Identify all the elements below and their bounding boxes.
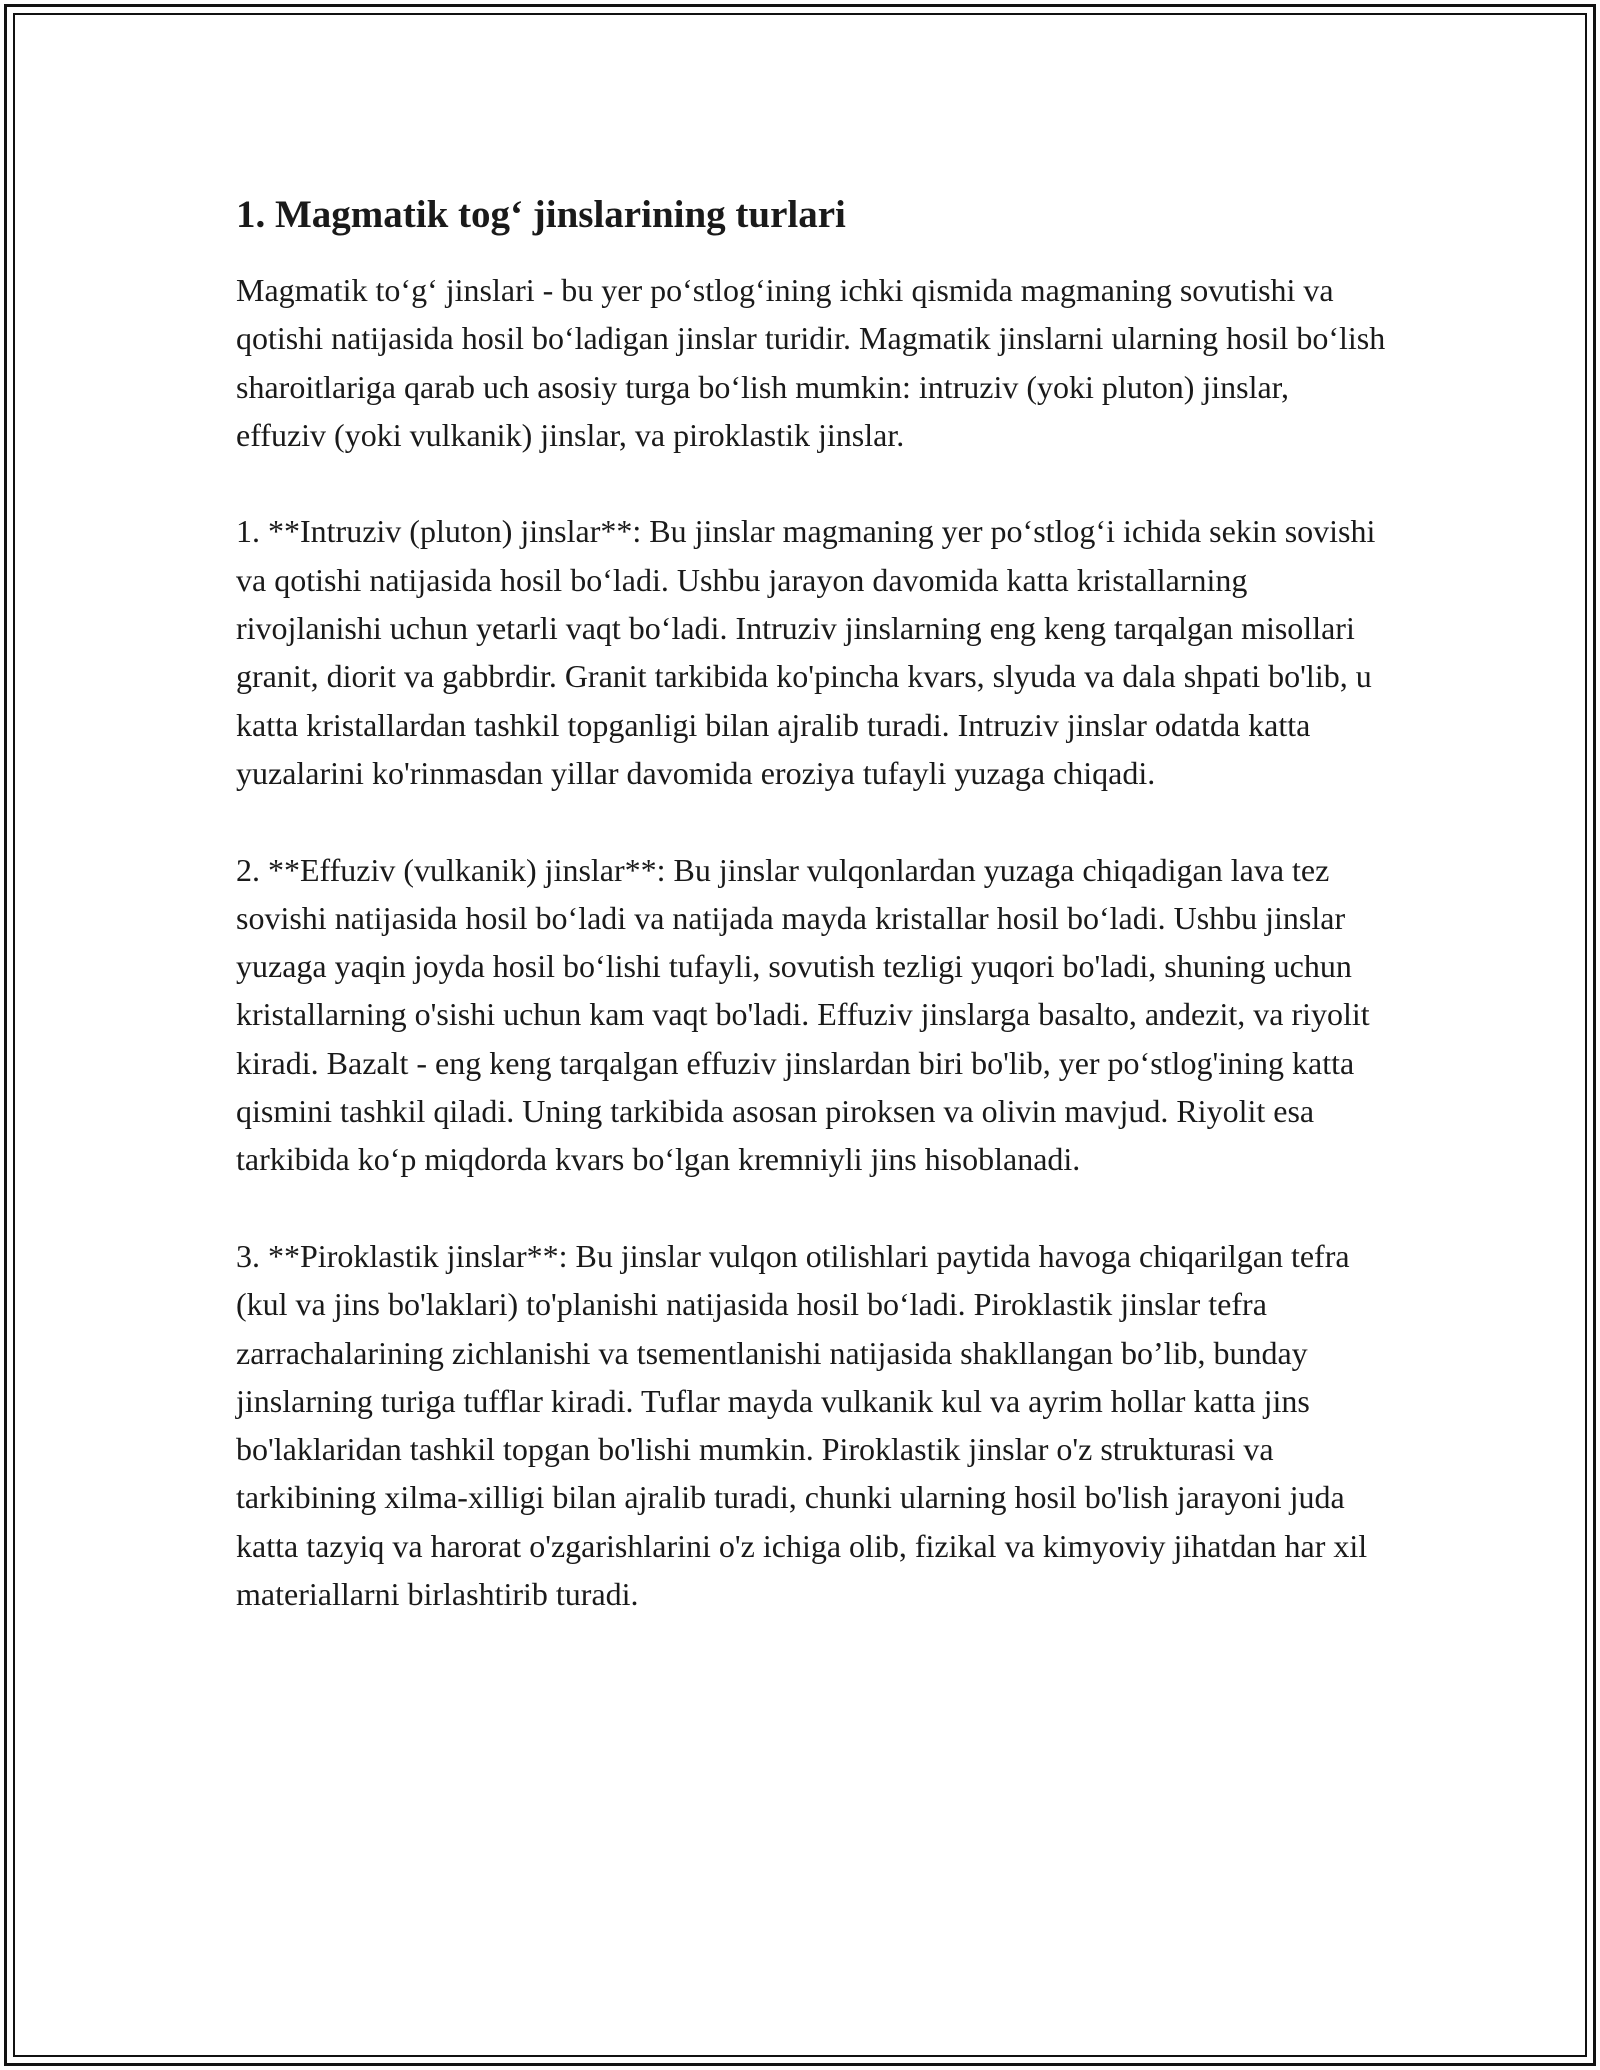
paragraph-intro: Magmatik to‘g‘ jinslari - bu yer po‘stlog‘ining ichki qismida magmaning sovutishi va qotishi natijasida hosil bo‘ladigan jinslar turidir. Magmatik jinslarni ularning hosil bo‘lish sharoitlariga qarab uch asosiy turga bo‘lish mumkin: intruziv (yoki pluton) jinslar, effuziv (yoki vulkanik) jinslar, va piroklastik jinslar. [236,272,1386,453]
document-body [236,190,1386,1667]
paragraph-intrusive: 1. **Intruziv (pluton) jinslar**: Bu jinslar magmaning yer po‘stlog‘i ichida sekin sovishi va qotishi natijasida hosil bo‘ladi. Ushbu jarayon davomida katta kristallarning rivojlanishi uchun yetarli vaqt bo‘ladi. Intruziv jinslarning eng keng tarqalgan misollari granit, diorit va gabbrdir. Granit tarkibida ko'pincha kvars, slyuda va dala shpati bo'lib, u katta kristallardan tashkil topganligi bilan ajralib turadi. Intruziv jinslar odatda katta yuzalarini ko'rinmasdan yillar davomida eroziya tufayli yuzaga chiqadi. [236,513,1376,791]
paragraph-effusive: 2. **Effuziv (vulkanik) jinslar**: Bu jinslar vulqonlardan yuzaga chiqadigan lava tez sovishi natijasida hosil bo‘ladi va natijada mayda kristallar hosil bo‘ladi. Ushbu jinslar yuzaga yaqin joyda hosil bo‘lishi tufayli, sovutish tezligi yuqori bo'ladi, shuning uchun kristallarning o'sishi uchun kam vaqt bo'ladi. Effuziv jinslarga basalto, andezit, va riyolit kiradi. Bazalt - eng keng tarqalgan effuziv jinslardan biri bo'lib, yer po‘stlog'ining katta qismini tashkil qiladi. Uning tarkibida asosan piroksen va olivin mavjud. Riyolit esa tarkibida ko‘p miqdorda kvars bo‘lgan kremniyli jins hisoblanadi. [236,851,1370,1178]
paragraph-pyroclastic: 3. **Piroklastik jinslar**: Bu jinslar vulqon otilishlari paytida havoga chiqarilgan tefra (kul va jins bo'laklari) to'planishi natijasida hosil bo‘ladi. Piroklastik jinslar tefra zarrachalarining zichlanishi va tsementlanishi natijasida shakllangan bo’lib, bunday jinslarning turiga tufflar kiradi. Tuflar mayda vulkanik kul va ayrim hollar katta jins bo'laklaridan tashkil topgan bo'lishi mumkin. Piroklastik jinslar o'z strukturasi va tarkibining xilma-xilligi bilan ajralib turadi, chunki ularning hosil bo'lish jarayoni juda katta tazyiq va harorat o'zgarishlarini o'z ichiga olib, fizikal va kimyoviy jihatdan har xil materiallarni birlashtirib turadi. [236,1237,1368,1613]
document-title: 1. Magmatik tog‘ jinslarining turlari [236,193,846,236]
